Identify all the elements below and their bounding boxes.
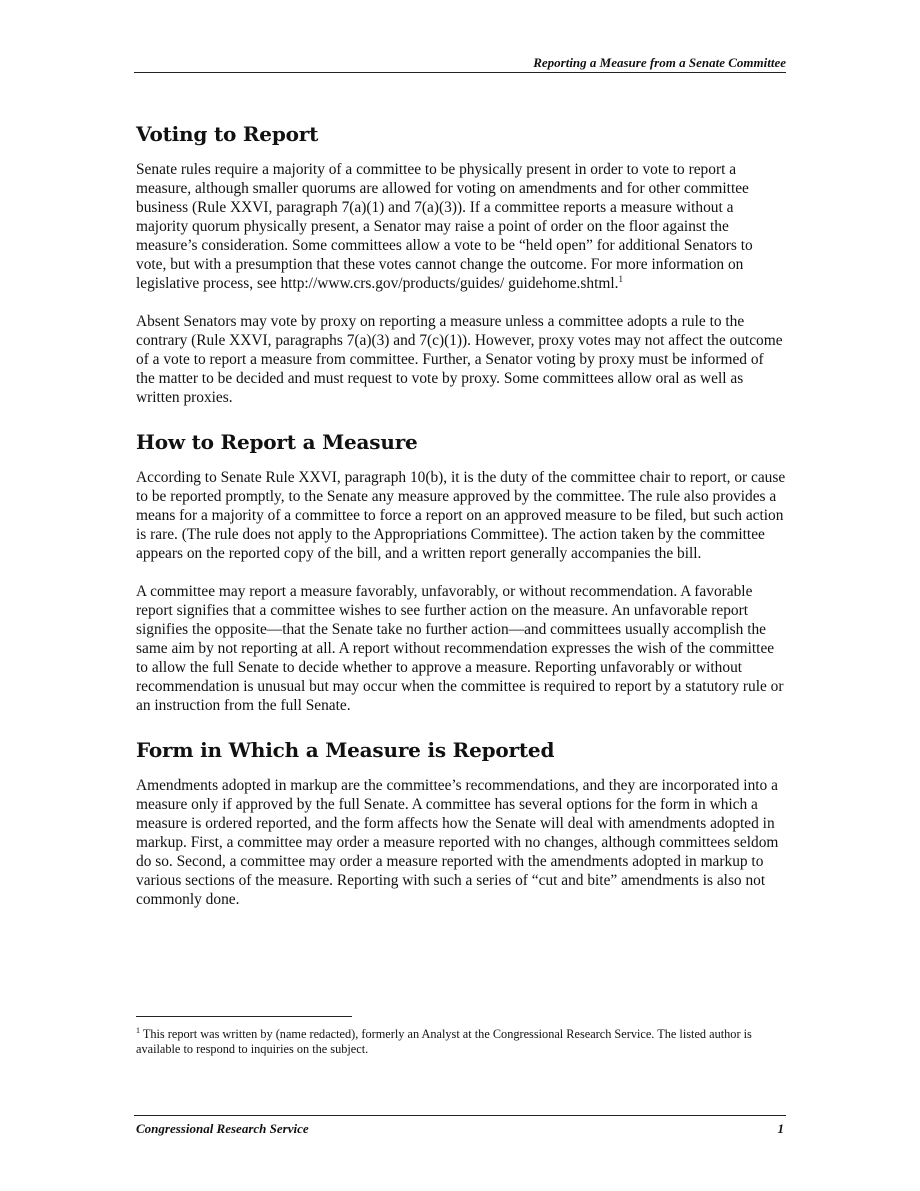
footer-rule xyxy=(134,1115,786,1116)
section-heading: How to Report a Measure xyxy=(136,430,418,454)
page-content xyxy=(136,122,786,928)
footnote-marker: 1 xyxy=(618,273,623,284)
footer-publisher: Congressional Research Service xyxy=(136,1121,309,1136)
section-heading: Voting to Report xyxy=(136,122,319,146)
section-heading: Form in Which a Measure is Reported xyxy=(136,738,555,762)
footnote-rule xyxy=(136,1016,352,1017)
footnote xyxy=(136,1027,786,1057)
section-how-to-report xyxy=(136,430,786,715)
paragraph: Senate rules require a majority of a committee to be physically present in order to vote to report a measure, although smaller quorums are allowed for voting on amendments and for other committee business (Rule XXVI, paragraph 7(a)(1) and 7(a)(3)). If a committee reports a measure without a majority quorum physically present, a Senator may raise a point of order on the floor against the measure’s consideration. Some committees allow a vote to be “held open” for additional Senators to vote, but with a presumption that these votes cannot change the outcome. For more information on legislative process, see http://www.crs.gov/products/guides/ guidehome.shtml.$^1$ xyxy=(136,161,753,292)
section-form-reported xyxy=(136,738,786,909)
paragraph: According to Senate Rule XXVI, paragraph 10(b), it is the duty of the committee chair to report, or cause to be reported promptly, to the Senate any measure approved by the committee. The rule also provides a means for a majority of a committee to force a report on an approved measure to be filed, but such action is rare. (The rule does not apply to the Appropriations Committee). The action taken by the committee appears on the reported copy of the bill, and a written report generally accompanies the bill. xyxy=(136,469,786,562)
footnote-number: 1 xyxy=(136,1025,140,1035)
paragraph: Absent Senators may vote by proxy on reporting a measure unless a committee adopts a rule to the contrary (Rule XXVI, paragraphs 7(a)(3) and 7(c)(1)). However, proxy votes may not affect the outcome of a vote to report a measure from committee. Further, a Senator voting by proxy must be informed of the matter to be decided and must request to vote by proxy. Some committees allow oral as well as written proxies. xyxy=(136,313,783,406)
paragraph: Amendments adopted in markup are the committee’s recommendations, and they are incorporated into a measure only if approved by the full Senate. A committee has several options for the form in which a measure is ordered reported, and the form affects how the Senate will deal with amendments adopted in markup. First, a committee may order a measure reported with no changes, although committees seldom do so. Second, a committee may order a measure reported with the amendments adopted in markup to various sections of the measure. Reporting with such a series of “cut and bite” amendments is also not commonly done. xyxy=(136,777,779,908)
section-voting-to-report xyxy=(136,122,786,407)
footnote-text: This report was written by (name redacted), formerly an Analyst at the Congressional Research Service. The listed author is available to respond to inquiries on the subject. xyxy=(136,1027,752,1056)
header-rule xyxy=(134,72,786,73)
paragraph: A committee may report a measure favorably, unfavorably, or without recommendation. A favorable report signifies that a committee wishes to see further action on the measure. An unfavorable report signifies the opposite—that the Senate take no further action—and committees usually accomplish the same aim by not reporting at all. A report without recommendation expresses the wish of the committee to allow the full Senate to decide whether to approve a measure. Reporting unfavorably or without recommendation is unusual but may occur when the committee is required to report by a statutory rule or an instruction from the full Senate. xyxy=(136,583,784,714)
page-number: 1 xyxy=(777,1121,784,1136)
running-header: Reporting a Measure from a Senate Committee xyxy=(533,55,786,70)
